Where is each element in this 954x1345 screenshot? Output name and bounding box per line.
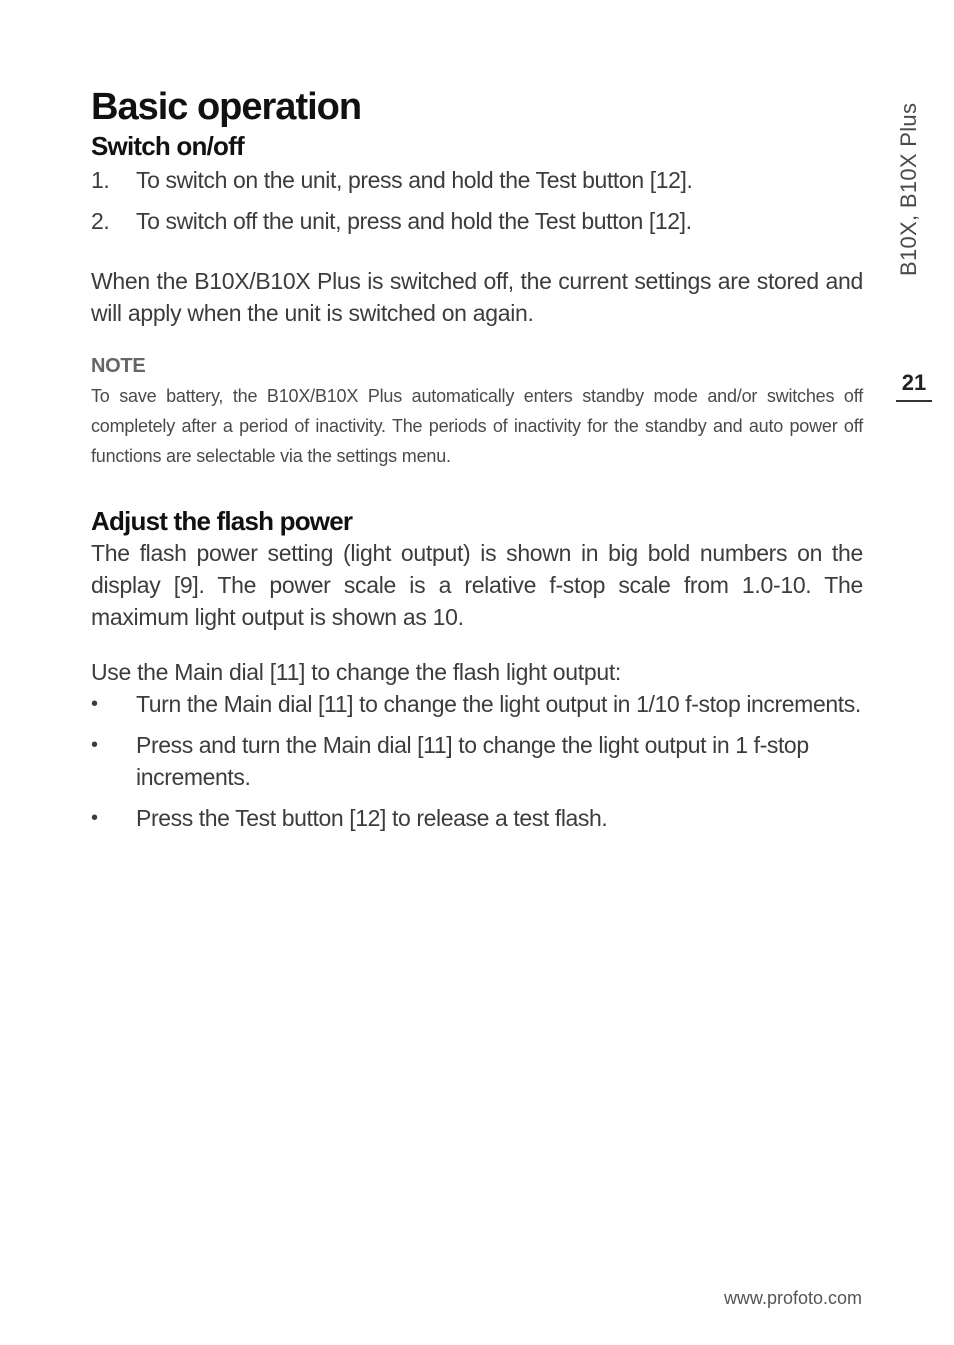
switch-steps-list xyxy=(91,164,863,237)
list-item-text: Press and turn the Main dial [11] to change the light output in 1 f-stop increments. xyxy=(136,732,809,790)
list-item xyxy=(91,802,863,834)
list-item-text: To switch on the unit, press and hold the Test button [12]. xyxy=(136,167,693,193)
footer-url: www.profoto.com xyxy=(723,1288,862,1308)
switch-paragraph: When the B10X/B10X Plus is switched off, the current settings are stored and will apply when the unit is switched on again. xyxy=(91,268,863,326)
list-item xyxy=(91,688,863,720)
section-heading-switch: Switch on/off xyxy=(91,131,244,161)
flash-bullets-list xyxy=(91,688,863,834)
bullet-marker: • xyxy=(91,807,98,829)
page-number: 21 xyxy=(896,366,932,402)
section-heading-flash: Adjust the flash power xyxy=(91,506,353,536)
side-document-title: B10X, B10X Plus xyxy=(896,102,921,276)
flash-paragraph: The flash power setting (light output) is shown in big bold numbers on the display [9]. The power scale is a relative f-stop scale from 1.0-10. The maximum light output is shown as 10. xyxy=(91,540,863,630)
list-item xyxy=(91,729,863,793)
bullet-marker: • xyxy=(91,693,98,715)
flash-intro: Use the Main dial [11] to change the flash light output: xyxy=(91,659,622,685)
list-item-text: Turn the Main dial [11] to change the light output in 1/10 f-stop increments. xyxy=(136,691,861,717)
note-label: NOTE xyxy=(91,355,146,377)
page-content xyxy=(91,84,863,843)
list-item-text: Press the Test button [12] to release a test flash. xyxy=(136,805,608,831)
page-title: Basic operation xyxy=(91,86,362,128)
list-item xyxy=(91,205,863,237)
note-text: To save battery, the B10X/B10X Plus automatically enters standby mode and/or switches off completely after a period of inactivity. The periods of inactivity for the standby and auto power off functions are selectable via the settings menu. xyxy=(91,386,863,466)
list-marker: 2. xyxy=(91,208,110,234)
list-item-text: To switch off the unit, press and hold the Test button [12]. xyxy=(136,208,692,234)
list-marker: 1. xyxy=(91,167,110,193)
bullet-marker: • xyxy=(91,734,98,756)
list-item xyxy=(91,164,863,196)
